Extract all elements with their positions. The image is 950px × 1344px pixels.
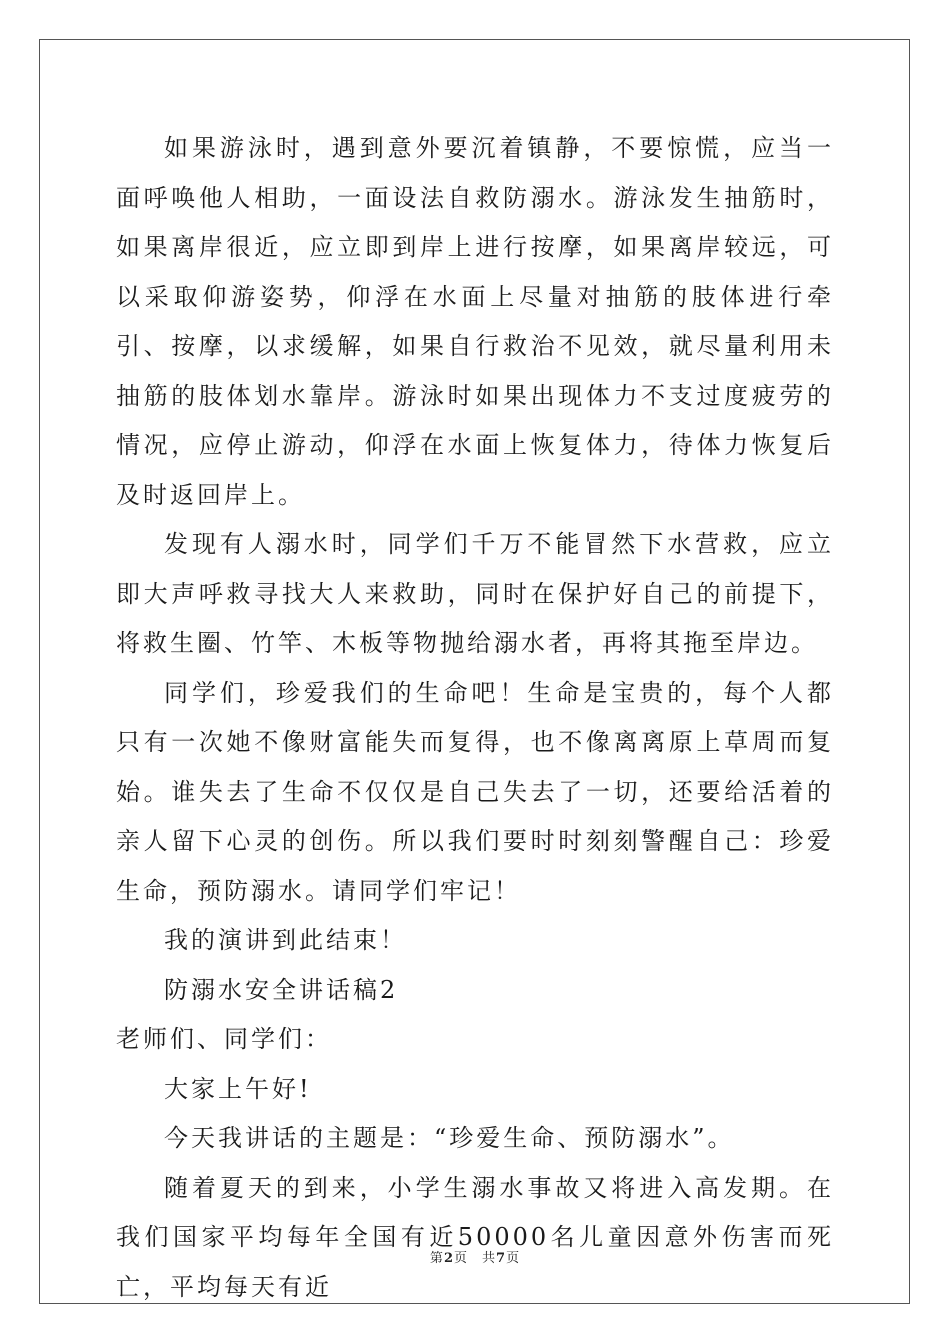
paragraph-swimming-self-rescue: 如果游泳时，遇到意外要沉着镇静，不要惊慌，应当一面呼唤他人相助，一面设法自救防溺水。游泳发生抽筋时，如果离岸很近，应立即到岸上进行按摩，如果离岸较远，可以采取仰游姿势，仰浮在水面上尽量对抽筋的肢体进行牵引、按摩，以求缓解，如果自行救治不见效，就尽量利用未抽筋的肢体划水靠岸。游泳时如果出现体力不支过度疲劳的情况，应停止游动，仰浮在水面上恢复体力，待体力恢复后及时返回岸上。: [116, 134, 834, 509]
page-footer: [0, 1247, 950, 1266]
paragraph-rescue-others: 发现有人溺水时，同学们千万不能冒然下水营救，应立即大声呼救寻找大人来救助，同时在保护好自己的前提下，将救生圈、竹竿、木板等物抛给溺水者，再将其拖至岸边。: [116, 530, 834, 657]
page-prefix: 第: [429, 1251, 444, 1266]
paragraph-closing: 我的演讲到此结束！: [164, 926, 407, 954]
paragraph-summer-statistics: 随着夏天的到来，小学生溺水事故又将进入高发期。在我们国家平均每年全国有近50000名儿童因意外伤害而死亡，平均每天有近: [116, 1173, 834, 1301]
page-total: 7: [496, 1251, 507, 1266]
total-suffix: 页: [506, 1251, 521, 1266]
section-title: 防溺水安全讲话稿2: [164, 975, 399, 1004]
paragraph-topic: 今天我讲话的主题是：“珍爱生命、预防溺水”。: [164, 1124, 735, 1152]
total-prefix: 共: [482, 1251, 497, 1266]
paragraph-cherish-life: 同学们，珍爱我们的生命吧！生命是宝贵的，每个人都只有一次她不像财富能失而复得，也不像离离原上草周而复始。谁失去了生命不仅仅是自己失去了一切，还要给活着的亲人留下心灵的创伤。所以我们要时时刻刻警醒自己：珍爱生命，预防溺水。请同学们牢记！: [116, 678, 834, 905]
document-body: [116, 124, 834, 1312]
salutation: 老师们、同学们：: [116, 1025, 332, 1053]
page-current: 2: [443, 1251, 454, 1266]
page-suffix: 页: [453, 1251, 468, 1266]
greeting: 大家上午好!: [164, 1074, 312, 1103]
